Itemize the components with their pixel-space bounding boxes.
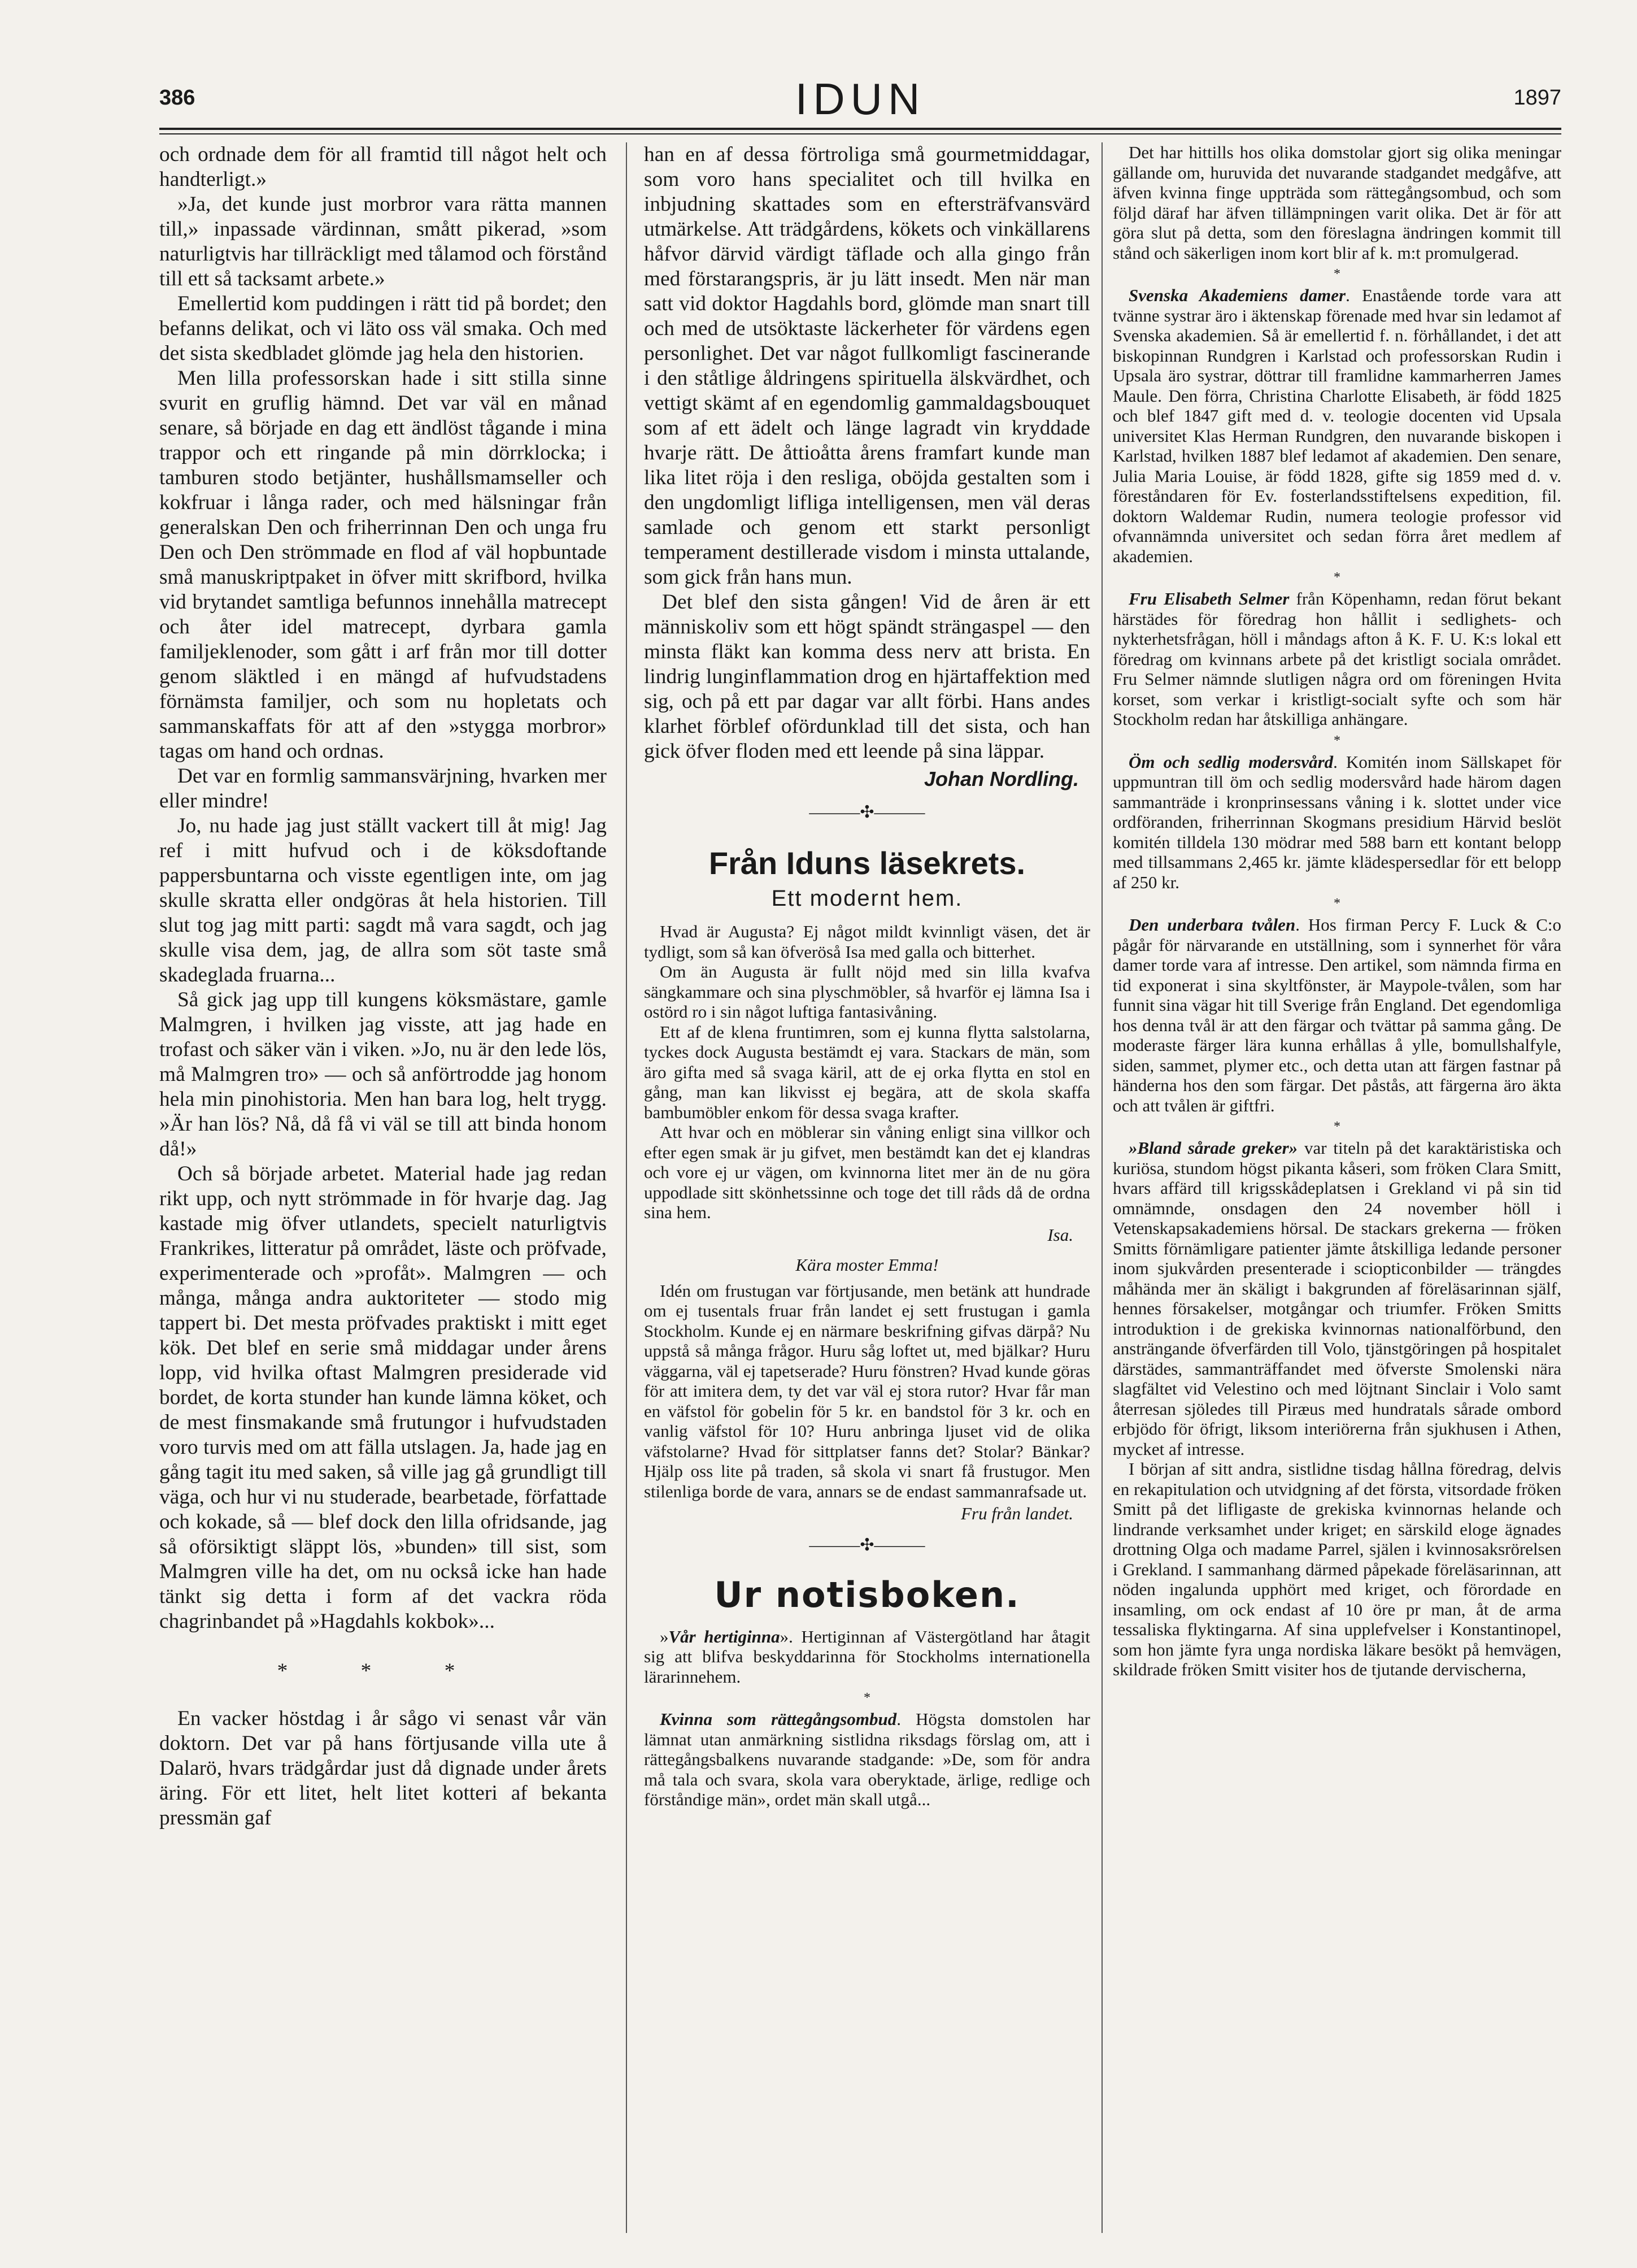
section-title: Från Iduns läsekrets. [708, 845, 1026, 881]
paragraph: Det var en formlig sammansvärjning, hvarken mer eller mindre! [159, 764, 607, 813]
notis-text: Det har hittills hos olika domstolar gjort sig olika meningar gällande om, huruvida det nuvarande stadgandet medgåfve, att äfven kvinna finge uppträda som rättegångsombud, och som följd däraf har äfven tillämpningen varit olika. Det är för att göra slut på detta, som den föreslagna ändringen kommit till stånd och säkerligen inom kort blir af k. m:t promulgerad. [1113, 142, 1561, 263]
notis-heading: Svenska Akademiens damer [1129, 285, 1346, 305]
author-signature: Johan Nordling. [924, 767, 1079, 790]
star-divider: * [1334, 733, 1340, 748]
paragraph: Om än Augusta är fullt nöjd med sin lilla kvafva sängkammare och sina plyschmöbler, så hvarför ej lämna Isa i ostörd ro i sin något luftiga fantasivåning. [644, 962, 1090, 1022]
notis-title: Ur notisboken. [714, 1574, 1020, 1615]
star-divider: * [1334, 570, 1340, 585]
notis-text: I början af sitt andra, sistlidne tisdag hållna föredrag, delvis en rekapitulation och utvidgning af det första, vitsordade fröken Smitt på det lifligaste de grekiska kvinnornas helande och lindrande verksamhet under kriget; en särskild eloge ägnades drottning Olga och madame Parrel, själen i kvinnosaksrörelsen i Grekland. I sammanhang därmed påpekade föreläsarinnan, att nöden ingalunda upphört med kriget, och förordade en insamling, om ock endast af 10 öre pr man, åt de arma tessaliska flyktingarna. Af sina upplefvelser i Konstantinopel, som hon jämte fyra unga nordiska läkare besökt på hemvägen, skildrade fröken Smitt visiter hos de tjutande dervischerna, [1113, 1459, 1561, 1679]
ornament-divider: ———✣——— [809, 803, 925, 822]
paragraph: Jo, nu hade jag just ställt vackert till åt mig! Jag ref i mitt hufvud och i de köksdoftande pappersbuntarna och visste egentligen inte, om jag skulle skratta eller ondgöras åt hela historien. Till slut tog jag mitt parti: sagdt må vara sagdt, och jag skulle visa dem, jag, de allra som söt taste små skadeglada fruarna... [159, 814, 607, 987]
notis-heading: Kvinna som rättegångsombud [660, 1709, 897, 1729]
paragraph: han en af dessa förtroliga små gourmetmiddagar, som voro hans specialitet och till hvilka en inbjudning skattades som en eftersträfvansvärd utmärkelse. Att trädgårdens, kökets och vinkällarens håfvor därvid värdigt täflade och alla gingo från med förstarangspris, är ju lätt insedt. Men när man satt vid doktor Hagdahls bord, glömde man snart till och med de utsöktaste läckerheter för värdens egen personlighet. Det var något fullkomligt fascinerande i den ståtlige åldringens spirituella älskvärdhet, och vettigt skämt af en egendomlig gammaldagsbouquet som af ett ädelt och länge lagradt vin kryddade hvarje rätt. De åttioåtta årens framfart kunde man lika litet röja i den resliga, oböjda gestalten som i den ungdomligt lifliga intelligensen, men väl deras samlade och genom ett starkt personligt temperament destillerade visdom i minsta uttalande, som gick från hans mun. [644, 143, 1090, 589]
notis-text: . Högsta domstolen har lämnat utan anmärkning sistlidna riksdags förslag om, att i rättegångsbalkens nuvarande stadgande: »De, som för andra må tala och svara, skola vara oberyktade, ärlige, redlige och förståndige män», ordet män skall utgå... [644, 1709, 1090, 1809]
notis-item [1113, 1459, 1561, 1680]
column-2 [644, 142, 1090, 2233]
column-3 [1113, 142, 1561, 2233]
column-divider [626, 142, 627, 2233]
paragraph: Hvad är Augusta? Ej något mildt kvinnligt väsen, det är tydligt, som så kan öfveröså Isa med galla och bitterhet. [644, 922, 1090, 962]
letter-signature: Isa. [1047, 1224, 1073, 1245]
salutation: Kära moster Emma! [795, 1255, 939, 1275]
paragraph: Att hvar och en möblerar sin våning enligt sina villkor och efter egen smak är ju gifvet, men bestämdt kan det ej klandras och vore ej ur vägen, om kvinnorna litet mer än de nu göra uppodlade sitt skönhetssinne och toge det till råds då de ordna sina hem. [644, 1122, 1090, 1222]
notis-heading: Fru Elisabeth Selmer [1129, 589, 1290, 609]
star-divider: * [1334, 1119, 1340, 1134]
page-number: 386 [159, 86, 195, 110]
header-rule-thin [159, 133, 1561, 134]
masthead: IDUN [795, 74, 926, 124]
notis-text: . Enastående torde vara att tvänne systrar äro i äktenskap förenade med hvar sin ledamot af Svenska akademien. Så är emellertid f. n. förhållandet, i det att biskopinnan Rundgren i Karlstad och professorskan Rudin i Upsala äro systrar, döttrar till framlidne kammarherren James Maule. Den förra, Christina Charlotte Elisabeth, är född 1825 och blef 1847 gift med d. v. teologie docenten vid Upsala universitet Klas Herman Rundgren, den nuvarande biskopen i Karlstad, hvilken 1887 blef ledamot af akademien. Den senare, Julia Maria Louise, är född 1828, gifte sig 1859 med d. v. föreståndaren för Ev. fosterlandsstiftelsens expedition, fil. doktorn Waldemar Rudin, numera teologie professor vid ofvannämnda universitet och sedan förra året medlem af akademien. [1113, 285, 1561, 566]
star-divider: * [864, 1691, 870, 1705]
page-header [159, 73, 1561, 141]
letters [644, 922, 1090, 1524]
paragraph: Idén om frustugan var förtjusande, men betänk att hundrade om ej tusentals fruar från landet ej sett frustugan i gamla Stockholm. Kunde ej en närmare beskrifning gifvas därpå? Nu uppstå så många frågor. Huru såg loftet ut, med bjälkar? Huru väggarna, väl ej tapetserade? Huru fönstren? Hvad kunde göras för att imitera dem, ty det var väl ej stora rutor? Hvar får man en väfstol för gobelin för 5 kr. en bandstol för 3 kr. och en vanlig väfstol för 10? Huru anbringa ljuset vid de olika väfstolarne? Hvad för sittplatser fanns det? Stolar? Bänkar? Hjälp oss lite på traden, så skola vi snart få frustugor. Men stilenliga borde de vara, annars se de endast sammanrafsade ut. [644, 1280, 1090, 1501]
paragraph: »Ja, det kunde just morbror vara rätta mannen till,» inpassade värdinnan, smått pikerad, »som naturligtvis har tillräckligt med tålamod och förstånd till ett så tacksamt arbete.» [159, 193, 607, 290]
notis-item [1113, 915, 1561, 1115]
paragraph: Det blef den sista gången! Vid de åren är ett människoliv som ett högt spändt strängaspel — den minsta fläkt kan komma dess nerv att brista. En lindrig lunginflammation drog en hjärtaffektion med sig, och på ett par dagar var allt förbi. Hans andes klarhet förblef ofördunklad till det sista, och han gick öfver floden med ett leende på sina läppar. [644, 590, 1090, 763]
header-rule [159, 128, 1561, 130]
paragraph: Men lilla professorskan hade i sitt stilla sinne svurit en gruflig hämnd. Det var väl en månad senare, så började en dag ett ändlöst tågande i mina trappor och ett ringande på min dörrklocka; i tamburen stodo betjänter, hushållsmamseller och kokfruar i långa rader, och med hälsningar från generalskan Den och friherrinnan Den och unga fru Den och Den strömmade en flod af väl hopbuntade små manuskriptpaket in öfver mitt skrifbord, hvilka vid brytandet samtliga befunnos innehålla matrecept och åter idel matrecept, dyrbara gamla familjeklenoder, som gått i arf från mor till dotter genom släktled i en mängd af hufvudstadens förnämsta familjer, och som nu hopletats och sammanskaffats för att af den »stygga morbror» tagas om hand och ordnas. [159, 367, 607, 763]
column-divider [1102, 142, 1103, 2233]
notis-text: från Köpenhamn, redan förut bekant härstädes för föredrag hon hållit i sedlighets- och nykterhetsfrågan, höll i måndags afton å K. F. U. K:s lokal ett föredrag om kvinnans arbete på det kristligt sociala området. Fru Selmer nämnde slutligen några ord om föreningen Hvita korset, som verkar i kristligt-socialt syfte och som här Stockholm redan har åtskilliga anhängare. [1113, 589, 1561, 729]
letter-signature: Fru från landet. [961, 1504, 1073, 1523]
notis-text: . Komitén inom Sällskapet för uppmuntran till öm och sedlig modersvård hade härom dagen sammanträde i kronprinsessans våning i k. slottet under vice ordföranden, friherrinnan Skogmans presidium Härvid beslöt komitén tilldela 130 mödrar med 588 barn ett kontant belopp med tillsammans 2,465 kr. jämte klädespersedlar för ett belopp af 250 kr. [1113, 751, 1561, 892]
year: 1897 [1513, 86, 1561, 110]
paragraph: och ordnade dem för all framtid till något helt och handterligt.» [159, 143, 607, 191]
paragraph: Emellertid kom puddingen i rätt tid på bordet; den befanns delikat, och vi läto oss väl smaka. Och med det sista skedbladet glömde jag hela den historien. [159, 292, 607, 365]
ornament-divider: ———✣——— [809, 1535, 925, 1554]
notis-text: ». Hertiginnan af Västergötland har åtagit sig att blifva beskyddarinna för Stockholms internationella lärarinnehem. [644, 1626, 1090, 1687]
section-break: * * * [277, 1659, 489, 1683]
paragraph: Ett af de klena fruntimren, som ej kunna flytta salstolarna, tyckes dock Augusta bestämdt ej vara. Stackars de män, som äro gifta med så svaga käril, att de ej orka flytta en stol en gång, man kan likvisst ej begära, att de skola skaffa bambumöbler enkom för dessa svaga krafter. [644, 1022, 1090, 1122]
notis-item [1113, 142, 1561, 263]
notis-item: »Vår hertiginna». Hertiginnan af Västergötland har åtagit sig att blifva beskyddarinna för Stockholms internationella lärarinnehem. [644, 1626, 1090, 1687]
notis-item [1113, 752, 1561, 893]
notis-heading: Öm och sedlig modersvård [1129, 751, 1334, 772]
paragraph: En vacker höstdag i år sågo vi senast vår vän doktorn. Det var på hans förtjusande villa ute å Dalarö, hvars trädgårdar just då dignade under årets äring. För ett litet, helt litet kotteri af bekanta pressmän gaf [159, 1707, 607, 1830]
paragraph: Och så började arbetet. Material hade jag redan rikt upp, och nytt strömmade in för hvarje dag. Jag kastade mig öfver utlandets, specielt naturligtvis Frankrikes, litteratur på området, läste och pröfvade, experimenterade och »profåt». Malmgren — och många, många andra auktoriteter — stodo mig tappert bi. Det mesta pröfvades praktiskt i mitt eget kök. Det blef en serie små middagar under årens lopp, vid hvilka oftast Malmgren presiderade vid bordet, de korta stunder han kunde lämna köket, och de mest finsmakande små frutungor i hufvudstaden voro turvis med om att fälla utslagen. Ja, hade jag en gång tagit itu med saken, så ville jag gå grundligt till väga, och hur vi nu studerade, bearbetade, författade och kokade, så — blef dock den lilla ofridsande, jag så oförsiktigt släppt lös, »bunden» till sist, som Malmgren ville ha det, om nu också icke han hade tänkt sig detta i form af det vackra röda chagrinbandet på »Hagdahls kokbok»... [159, 1162, 607, 1633]
notis-heading: Vår hertiginna [668, 1626, 780, 1646]
notis-text: . Hos firman Percy F. Luck & C:o pågår för närvarande en utställning, som i synnerhet för våra damer torde vara af intresse. Den artikel, som nämnda firma en tid exponerat i sina skyltfönster, är Maypole-tvålen, som har funnit sina vägar hit till Sverige från England. Det egendomliga hos denna tvål är att den färgar och tvättar på samma gång. De moderaste färger lära kunna erhållas å ylle, bomullshalfyle, siden, sammet, plymer etc., och detta utan att färgen fastnar på händerna hos den som färgar. Det påstås, att färgerna äro äkta och att tvålen är giftfri. [1113, 915, 1561, 1115]
star-divider: * [1334, 267, 1340, 281]
notis-item [1113, 589, 1561, 729]
paragraph: Så gick jag upp till kungens köksmästare, gamle Malmgren, i hvilken jag visste, att jag hade en trofast och säker vän i viken. »Jo, nu är den lede lös, må Malmgren tro» — och så anförtrodde jag honom hela min pinohistoria. Men han bara log, helt trygg. »Är han lös? Nå, då få vi väl se till att binda honom då!» [159, 988, 607, 1161]
notis-heading: »Bland sårade greker» [1129, 1138, 1298, 1158]
section-subtitle: Ett modernt hem. [771, 886, 963, 911]
star-divider: * [1334, 896, 1340, 911]
notis-item [644, 1709, 1090, 1810]
notis-item [1113, 1138, 1561, 1459]
notis-item [1113, 285, 1561, 566]
column-1 [159, 142, 607, 2233]
notis-heading: Den underbara tvålen [1129, 915, 1296, 935]
notis-items [644, 1627, 1090, 1810]
notis-text: var titeln på det karaktäristiska och kuriösa, stundom högst pikanta kåseri, som fröken Clara Smitt, hvars affärd till krigsskådeplatsen i Grekland vi på sin tid omnämnde, onsdagen den 24 november höll i Vetenskapsakademiens hörsal. De stackars grekerna — fröken Smitts förnämligare patienter jämte åtskilliga ledande personer inom sjukvården presenterade i sciopticonbilder — trängdes måhända mer än skäligt i bakgrunden af föreläsarinnan själf, hennes försakelser, motgångar och triumfer. Fröken Smitts introduktion i de grekiska kvinnornas nationalförbund, den ansträngande öfverfärden till Volo, tjänstgöringen på hospitalet därstädes, sammanträffandet med öfverste Smolenski nära slagfältet vid Velestino och med löjtnant Sinclair i Volo samt återresan sjöledes till Piræus med hundratals sårade ombord erbjödo för öfrigt, liksom interiörerna från sjukhusen i Athen, mycket af intresse. [1113, 1138, 1561, 1459]
